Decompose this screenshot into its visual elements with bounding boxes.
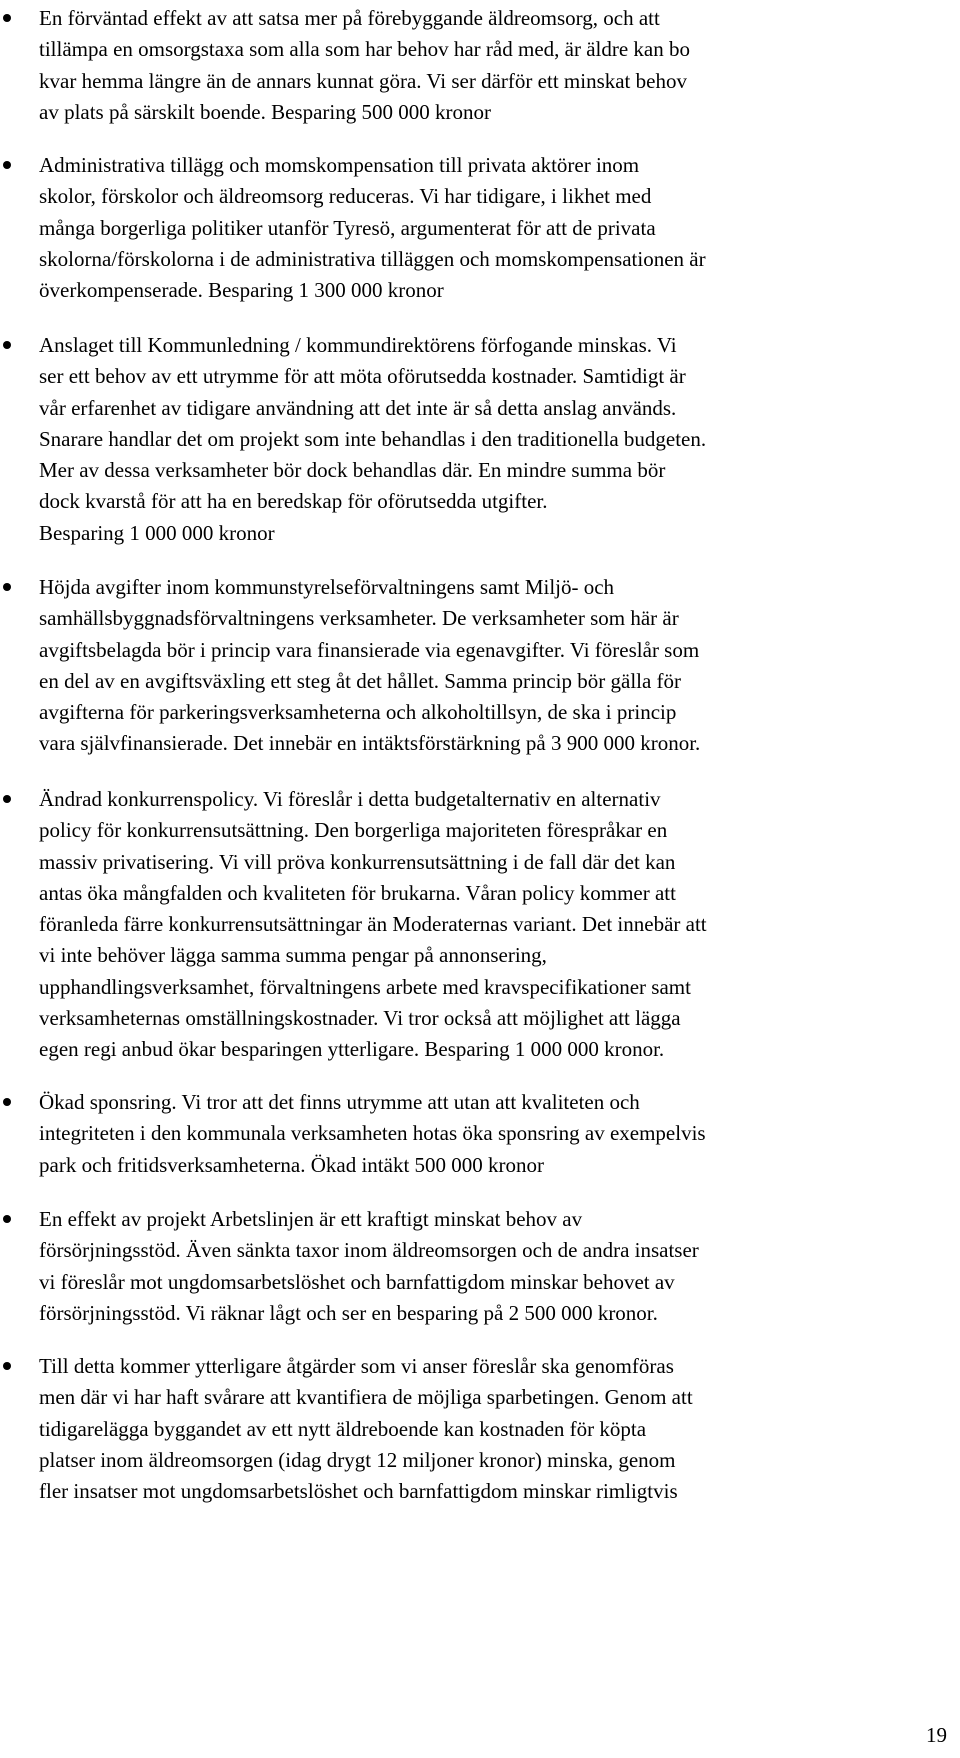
bullet-icon [3,161,11,169]
text-line: kvar hemma längre än de annars kunnat göra. Vi ser därför ett minskat behov [39,68,687,93]
text-line: skolor, förskolor och äldreomsorg reduceras. Vi har tidigare, i likhet med [39,184,652,209]
text-line: Snarare handlar det om projekt som inte behandlas i den traditionella budgeten. [39,426,707,451]
list-item-text [39,330,955,549]
text-line: Anslaget till Kommunledning / kommundirektörens förfogande minskas. Vi [39,333,677,357]
page-number: 19 [926,1723,947,1747]
bullet-icon [3,14,11,22]
list-item-text [39,1351,955,1507]
text-line: många borgerliga politiker utanför Tyresö, argumenterat för att de privata [39,215,656,240]
text-line: park och fritidsverksamheterna. Ökad intäkt 500 000 kronor [39,1152,545,1177]
text-line: vår erfarenhet av tidigare användning att det inte är så detta anslag används. [39,395,677,420]
text-line: avgiftsbelagda bör i princip vara finansierade via egenavgifter. Vi föreslår som [39,637,700,662]
list-item-text [39,784,955,1066]
text-line: vara självfinansierade. Det innebär en intäktsförstärkning på 3 900 000 kronor. [39,731,701,756]
text-line: vi inte behöver lägga samma summa pengar på annonsering, [39,943,547,968]
text-line: policy för konkurrensutsättning. Den borgerliga majoriteten förespråkar en [39,818,668,843]
text-line: dock kvarstå för att ha en beredskap för oförutsedda utgifter. [39,489,548,514]
list-item-text [39,572,955,760]
bullet-icon [3,341,11,349]
text-line: avgifterna för parkeringsverksamheterna och alkoholtillsyn, de ska i princip [39,700,677,725]
text-line: försörjningsstöd. Vi räknar lågt och ser en besparing på 2 500 000 kronor. [39,1300,658,1325]
text-line: En förväntad effekt av att satsa mer på förebyggande äldreomsorg, och att [39,6,660,30]
list-item-text [39,1204,955,1329]
text-line: en del av en avgiftsväxling ett steg åt det hållet. Samma princip bör gälla för [39,668,682,693]
text-line: fler insatser mot ungdomsarbetslöshet och barnfattigdom minskar rimligtvis [39,1479,678,1504]
bullet-icon [3,795,11,803]
text-line: tidigarelägga byggandet av ett nytt äldreboende kan kostnaden för köpta [39,1416,647,1441]
text-line: skolorna/förskolorna i de administrativa tilläggen och momskompensationen är [39,246,706,271]
list-item-text [39,1087,955,1181]
text-line: försörjningsstöd. Även sänkta taxor inom äldreomsorgen och de andra insatser [39,1238,699,1263]
bullet-icon [3,1215,11,1223]
text-line: verksamheternas omställningskostnader. Vi tror också att möjlighet att lägga [39,1006,681,1031]
text-line: egen regi anbud ökar besparingen ytterligare. Besparing 1 000 000 kronor. [39,1037,665,1062]
list-item-text [39,3,955,128]
text-line: Till detta kommer ytterligare åtgärder som vi anser föreslår ska genomföras [39,1354,674,1378]
text-line: upphandlingsverksamhet, förvaltningens arbete med kravspecifikationer samt [39,974,691,999]
text-line: Administrativa tillägg och momskompensation till privata aktörer inom [39,153,640,177]
bullet-icon [3,583,11,591]
text-line: tillämpa en omsorgstaxa som alla som har behov har råd med, är äldre kan bo [39,37,690,62]
text-line: integriteten i den kommunala verksamheten hotas öka sponsring av exempelvis [39,1121,706,1146]
text-line: antas öka mångfalden och kvaliteten för brukarna. Våran policy kommer att [39,880,676,905]
bullet-icon [3,1098,11,1106]
text-line: föranleda färre konkurrensutsättningar än Moderaternas variant. Det innebär att [39,912,707,937]
text-line: vi föreslår mot ungdomsarbetslöshet och barnfattigdom minskar behovet av [39,1269,675,1294]
text-line: av plats på särskilt boende. Besparing 500 000 kronor [39,99,491,124]
list-item-text [39,150,955,306]
text-line: Besparing 1 000 000 kronor [39,520,275,545]
text-line: överkompenserade. Besparing 1 300 000 kronor [39,278,444,303]
text-line: Mer av dessa verksamheter bör dock behandlas där. En mindre summa bör [39,458,666,483]
text-line: massiv privatisering. Vi vill pröva konkurrensutsättning i de fall där det kan [39,849,676,874]
text-line: En effekt av projekt Arbetslinjen är ett kraftigt minskat behov av [39,1207,583,1231]
bullet-icon [3,1362,11,1370]
text-line: Höjda avgifter inom kommunstyrelseförvaltningens samt Miljö- och [39,575,615,599]
text-line: ser ett behov av ett utrymme för att möta oförutsedda kostnader. Samtidigt är [39,364,686,389]
text-line: men där vi har haft svårare att kvantifiera de möjliga sparbetingen. Genom att [39,1385,693,1410]
text-line: Ökad sponsring. Vi tror att det finns utrymme att utan att kvaliteten och [39,1090,640,1114]
text-line: samhällsbyggnadsförvaltningens verksamheter. De verksamheter som här är [39,606,679,631]
text-line: platser inom äldreomsorgen (idag drygt 12 miljoner kronor) minska, genom [39,1447,676,1472]
text-line: Ändrad konkurrenspolicy. Vi föreslår i detta budgetalternativ en alternativ [39,787,661,811]
